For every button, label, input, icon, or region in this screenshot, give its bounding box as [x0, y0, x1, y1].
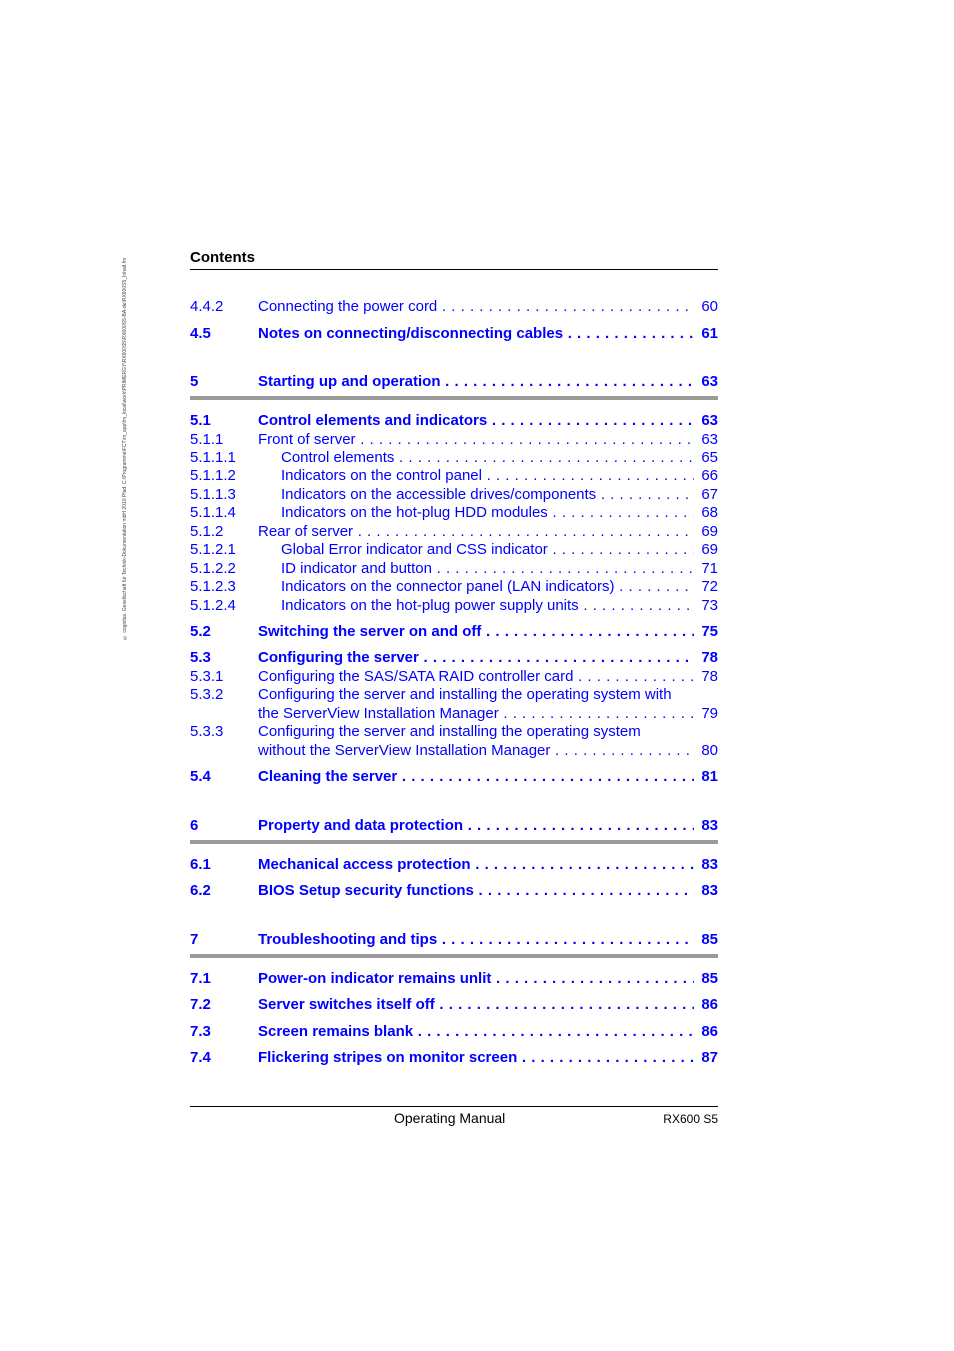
toc-title: Screen remains blank . . .	[258, 1022, 694, 1041]
toc-page-number: 83	[701, 817, 718, 834]
toc-page-number: 83	[701, 856, 718, 873]
toc-page-number: 87	[701, 1049, 718, 1066]
toc-page-number: 60	[701, 298, 718, 315]
toc-page-number: 85	[701, 931, 718, 948]
footer-product-name: RX600 S5	[663, 1112, 718, 1126]
toc-title: Indicators on the accessible drives/components . . .	[281, 485, 694, 504]
chapter-rule	[190, 954, 718, 958]
toc-entry[interactable]	[190, 648, 718, 667]
toc-page-number: 63	[701, 373, 718, 390]
toc-page-number: 79	[701, 705, 718, 722]
page-title: Contents	[190, 249, 255, 266]
toc-number: 6.2	[190, 882, 211, 899]
toc-number: 7.4	[190, 1049, 211, 1066]
toc-number: 5.1.2.1	[190, 541, 236, 558]
toc-entry[interactable]	[190, 1048, 718, 1067]
toc-entry[interactable]	[190, 448, 718, 467]
toc-entry[interactable]	[190, 722, 718, 760]
toc-number: 5.1.2.2	[190, 560, 236, 577]
toc-page-number: 75	[701, 623, 718, 640]
toc-title: Flickering stripes on monitor screen . . .	[258, 1048, 694, 1067]
toc-title: Configuring the server and installing the operating system with	[258, 686, 672, 703]
toc-title: Configuring the server . . .	[258, 648, 694, 667]
toc-title: Cleaning the server . . .	[258, 767, 694, 786]
toc-entry[interactable]	[190, 881, 718, 900]
toc-number: 5.1.1.4	[190, 504, 236, 521]
toc-title: Server switches itself off . . .	[258, 995, 694, 1014]
toc-page-number: 69	[701, 541, 718, 558]
toc-entry[interactable]	[190, 1022, 718, 1041]
toc-number: 5.1.2.3	[190, 578, 236, 595]
toc-entry[interactable]	[190, 969, 718, 988]
toc-entry[interactable]	[190, 540, 718, 559]
toc-number: 5.1.1.1	[190, 449, 236, 466]
toc-entry[interactable]	[190, 430, 718, 449]
toc-title: Mechanical access protection . . .	[258, 855, 694, 874]
toc-entry[interactable]	[190, 596, 718, 615]
toc-chapter-entry[interactable]	[190, 372, 718, 391]
toc-title: Switching the server on and off . . .	[258, 622, 694, 641]
toc-page-number: 66	[701, 467, 718, 484]
toc-page-number: 63	[701, 412, 718, 429]
toc-entry[interactable]	[190, 559, 718, 578]
toc-entry[interactable]	[190, 466, 718, 485]
footer-rule	[190, 1106, 718, 1107]
toc-number: 5.3.2	[190, 686, 224, 703]
toc-entry[interactable]	[190, 577, 718, 596]
toc-chapter-entry[interactable]	[190, 930, 718, 949]
toc-title: Property and data protection . . .	[258, 816, 694, 835]
toc-title: Starting up and operation . . .	[258, 372, 694, 391]
toc-title-continued: the ServerView Installation Manager . . .	[258, 704, 694, 723]
toc-title: Indicators on the hot-plug HDD modules . . .	[281, 503, 694, 522]
toc-title-continued: without the ServerView Installation Manager . . .	[258, 741, 694, 760]
toc-entry[interactable]	[190, 503, 718, 522]
toc-number: 4.5	[190, 325, 211, 342]
toc-entry[interactable]	[190, 667, 718, 686]
toc-page-number: 63	[701, 431, 718, 448]
toc-title: Configuring the SAS/SATA RAID controller card . . .	[258, 667, 694, 686]
toc-page-number: 67	[701, 486, 718, 503]
toc-number: 7.3	[190, 1023, 211, 1040]
toc-page-number: 71	[701, 560, 718, 577]
toc-entry[interactable]	[190, 485, 718, 504]
toc-number: 7	[190, 931, 199, 948]
toc-number: 5.3.1	[190, 668, 224, 685]
toc-title: Indicators on the control panel . . .	[281, 466, 694, 485]
toc-number: 7.2	[190, 996, 211, 1013]
toc-page-number: 83	[701, 882, 718, 899]
toc-page-number: 85	[701, 970, 718, 987]
toc-page-number: 72	[701, 578, 718, 595]
toc-title: Indicators on the connector panel (LAN indicators) . . .	[281, 577, 694, 596]
toc-number: 5.2	[190, 623, 211, 640]
toc-title: Power-on indicator remains unlit . . .	[258, 969, 694, 988]
toc-title: ID indicator and button . . .	[281, 559, 694, 578]
toc-number: 5.1.1.2	[190, 467, 236, 484]
toc-title: Control elements and indicators . . .	[258, 411, 694, 430]
toc-number: 5.1.1.3	[190, 486, 236, 503]
toc-page-number: 86	[701, 1023, 718, 1040]
toc-title: Front of server . . .	[258, 430, 694, 449]
toc-title: Troubleshooting and tips . . .	[258, 930, 694, 949]
side-note: © cognitas. Gesellschaft für Technik-Dokumentation mbH 2010 Pfad: C:\Programme\FCT\m_app\fm_local\work\PRIMERGY\RX600S5\RX600S5-BA-de\RX600S5_Inhalt.fm	[122, 257, 128, 640]
toc-entry[interactable]	[190, 767, 718, 786]
toc-page-number: 69	[701, 523, 718, 540]
chapter-rule	[190, 840, 718, 844]
toc-entry[interactable]	[190, 685, 718, 723]
footer-manual-title: Operating Manual	[394, 1110, 506, 1126]
toc-entry[interactable]	[190, 411, 718, 430]
toc-title: Rear of server . . .	[258, 522, 694, 541]
toc-number: 5.4	[190, 768, 211, 785]
toc-number: 6	[190, 817, 199, 834]
toc-number: 5.1.2	[190, 523, 224, 540]
toc-entry[interactable]	[190, 855, 718, 874]
toc-page-number: 78	[701, 649, 718, 666]
toc-entry[interactable]	[190, 297, 718, 316]
toc-number: 5.1.1	[190, 431, 224, 448]
toc-entry[interactable]	[190, 324, 718, 343]
toc-page-number: 61	[701, 325, 718, 342]
toc-page-number: 86	[701, 996, 718, 1013]
toc-page-number: 81	[701, 768, 718, 785]
toc-number: 5.3.3	[190, 723, 224, 740]
chapter-rule	[190, 396, 718, 400]
toc-page-number: 65	[701, 449, 718, 466]
toc-number: 5	[190, 373, 199, 390]
toc-title: Indicators on the hot-plug power supply units . . .	[281, 596, 694, 615]
toc-title: Configuring the server and installing the operating system	[258, 723, 641, 740]
toc-number: 7.1	[190, 970, 211, 987]
toc-number: 4.4.2	[190, 298, 224, 315]
toc-page-number: 68	[701, 504, 718, 521]
toc-title: Control elements . . .	[281, 448, 694, 467]
toc-entry[interactable]	[190, 995, 718, 1014]
toc-number: 5.1	[190, 412, 211, 429]
toc-entry[interactable]	[190, 622, 718, 641]
toc-number: 5.3	[190, 649, 211, 666]
toc-entry[interactable]	[190, 522, 718, 541]
toc-title: BIOS Setup security functions . . .	[258, 881, 694, 900]
toc-number: 5.1.2.4	[190, 597, 236, 614]
toc-title: Notes on connecting/disconnecting cables . . .	[258, 324, 694, 343]
toc-page-number: 80	[701, 742, 718, 759]
toc-title: Connecting the power cord . . .	[258, 297, 694, 316]
toc-title: Global Error indicator and CSS indicator . . .	[281, 540, 694, 559]
toc-page-number: 78	[701, 668, 718, 685]
toc-number: 6.1	[190, 856, 211, 873]
toc-page-number: 73	[701, 597, 718, 614]
toc-chapter-entry[interactable]	[190, 816, 718, 835]
